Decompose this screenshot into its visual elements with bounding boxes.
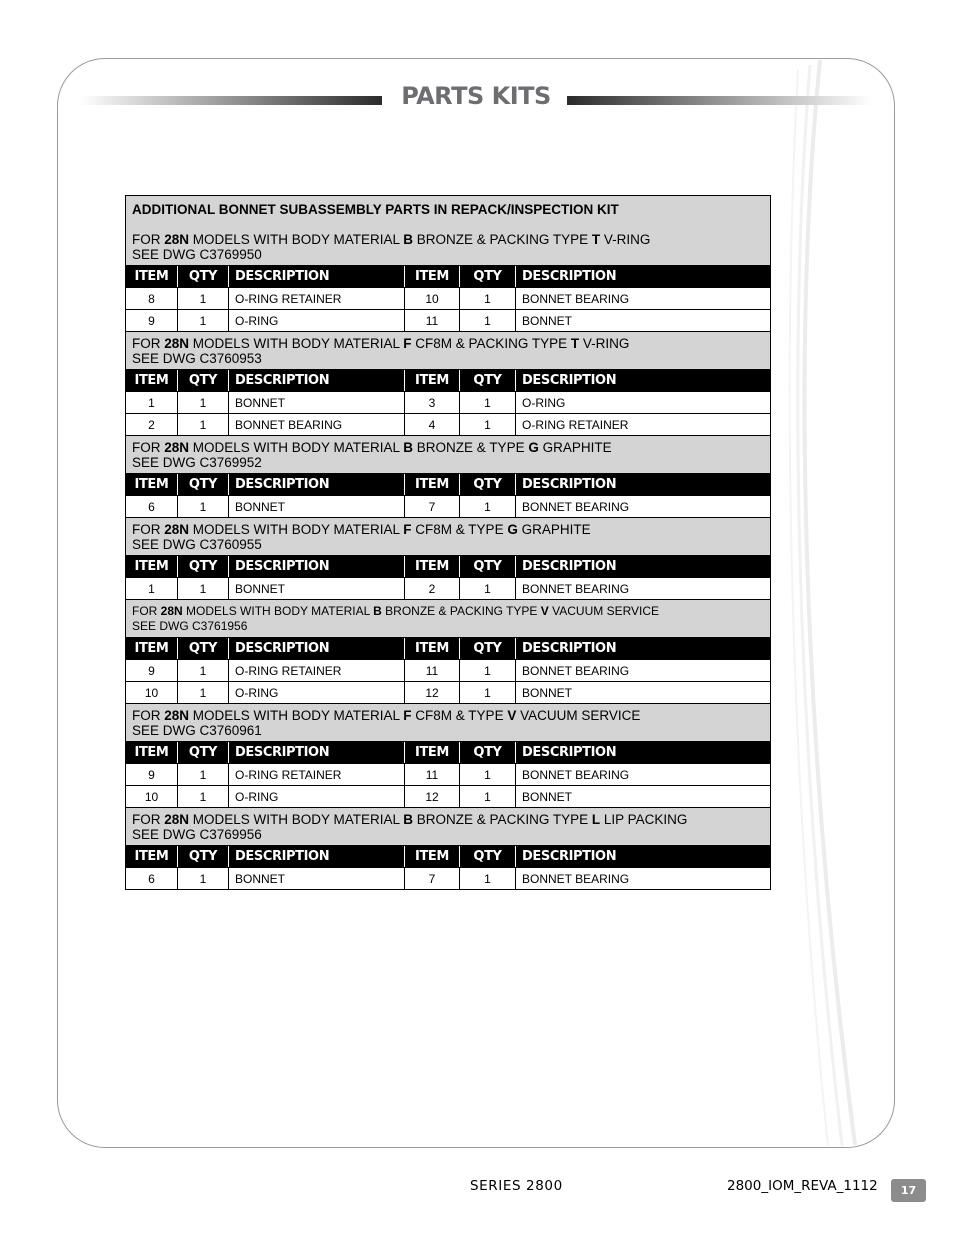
column-header: DESCRIPTION bbox=[229, 846, 405, 868]
section-model-line bbox=[132, 336, 764, 351]
table-cell: 1 bbox=[178, 786, 229, 808]
section-model-text: 28N bbox=[164, 522, 190, 537]
column-header: DESCRIPTION bbox=[229, 556, 405, 578]
section-model-text: 28N bbox=[164, 336, 190, 351]
section-model-text: G bbox=[528, 440, 539, 455]
column-header: DESCRIPTION bbox=[516, 474, 771, 496]
table-cell: 1 bbox=[126, 578, 178, 600]
section-model-text: CF8M & TYPE bbox=[411, 522, 508, 537]
column-header: QTY bbox=[178, 266, 229, 288]
table-cell: 1 bbox=[178, 414, 229, 436]
section-model-text: MODELS WITH BODY MATERIAL bbox=[189, 708, 404, 723]
column-header: QTY bbox=[460, 266, 516, 288]
table-cell: 10 bbox=[126, 682, 178, 704]
column-header: ITEM bbox=[405, 742, 460, 764]
column-header-row bbox=[126, 556, 771, 578]
column-header: ITEM bbox=[126, 370, 178, 392]
column-header: QTY bbox=[178, 474, 229, 496]
table-cell: 10 bbox=[126, 786, 178, 808]
column-header: DESCRIPTION bbox=[516, 846, 771, 868]
table-cell: O-RING bbox=[516, 392, 771, 414]
section-heading-row bbox=[126, 808, 771, 846]
section-drawing-ref: SEE DWG C3760955 bbox=[132, 537, 262, 552]
table-cell: 10 bbox=[405, 288, 460, 310]
section-heading-row bbox=[126, 704, 771, 742]
title-rule-right bbox=[567, 96, 872, 105]
section-model-text: 28N bbox=[164, 440, 190, 455]
section-model-line bbox=[132, 604, 764, 619]
section-model-text: B bbox=[373, 604, 382, 618]
table-cell: 2 bbox=[126, 414, 178, 436]
section-model-text: MODELS WITH BODY MATERIAL bbox=[189, 812, 404, 827]
section-heading bbox=[126, 436, 771, 474]
table-row bbox=[126, 310, 771, 332]
section-model-text: FOR bbox=[132, 812, 165, 827]
section-heading bbox=[126, 196, 771, 266]
table-cell: BONNET bbox=[229, 392, 405, 414]
column-header-row bbox=[126, 370, 771, 392]
section-heading-row bbox=[126, 518, 771, 556]
table-cell: 1 bbox=[460, 660, 516, 682]
table-row bbox=[126, 682, 771, 704]
section-model-text: FOR bbox=[132, 522, 165, 537]
section-drawing-ref: SEE DWG C3760953 bbox=[132, 351, 262, 366]
table-cell: BONNET BEARING bbox=[516, 496, 771, 518]
table-cell: 1 bbox=[460, 310, 516, 332]
section-model-text: BRONZE & TYPE bbox=[413, 440, 529, 455]
table-row bbox=[126, 414, 771, 436]
section-model-text: MODELS WITH BODY MATERIAL bbox=[189, 440, 404, 455]
section-model-text: V-RING bbox=[579, 336, 630, 351]
table-cell: BONNET BEARING bbox=[516, 764, 771, 786]
section-model-line bbox=[132, 708, 764, 723]
section-model-text: V bbox=[507, 708, 517, 723]
section-heading-row bbox=[126, 600, 771, 638]
column-header: DESCRIPTION bbox=[516, 638, 771, 660]
section-model-text: B bbox=[403, 440, 414, 455]
section-model-text: FOR bbox=[132, 440, 165, 455]
table-cell: 1 bbox=[460, 764, 516, 786]
column-header-row bbox=[126, 266, 771, 288]
table-cell: BONNET bbox=[229, 868, 405, 890]
column-header: QTY bbox=[178, 370, 229, 392]
column-header: QTY bbox=[460, 742, 516, 764]
column-header: ITEM bbox=[126, 266, 178, 288]
section-heading bbox=[126, 332, 771, 370]
column-header: QTY bbox=[178, 638, 229, 660]
section-model-text: V bbox=[540, 604, 549, 618]
column-header: QTY bbox=[460, 846, 516, 868]
table-cell: 1 bbox=[178, 682, 229, 704]
column-header: DESCRIPTION bbox=[516, 370, 771, 392]
page-number-badge: 17 bbox=[891, 1179, 926, 1202]
column-header: DESCRIPTION bbox=[516, 742, 771, 764]
column-header: ITEM bbox=[126, 474, 178, 496]
section-model-text: T bbox=[570, 336, 580, 351]
section-model-text: BRONZE & PACKING TYPE bbox=[413, 232, 592, 247]
table-cell: BONNET BEARING bbox=[516, 868, 771, 890]
decorative-swoosh bbox=[780, 60, 890, 1148]
table-cell: O-RING RETAINER bbox=[229, 660, 405, 682]
section-model-text: FOR bbox=[132, 708, 165, 723]
table-cell: 4 bbox=[405, 414, 460, 436]
table-cell: 7 bbox=[405, 496, 460, 518]
parts-kits-table bbox=[125, 195, 771, 890]
section-model-text: CF8M & PACKING TYPE bbox=[411, 336, 571, 351]
column-header: DESCRIPTION bbox=[229, 742, 405, 764]
section-model-text: BRONZE & PACKING TYPE bbox=[381, 604, 541, 618]
table-cell: 1 bbox=[178, 868, 229, 890]
table-cell: O-RING bbox=[229, 310, 405, 332]
table-cell: 1 bbox=[460, 288, 516, 310]
table-cell: 1 bbox=[460, 868, 516, 890]
table-cell: BONNET BEARING bbox=[516, 578, 771, 600]
table-cell: 1 bbox=[178, 392, 229, 414]
section-model-text: BRONZE & PACKING TYPE bbox=[413, 812, 592, 827]
table-cell: 1 bbox=[460, 786, 516, 808]
column-header: QTY bbox=[178, 846, 229, 868]
section-model-text: FOR bbox=[132, 336, 165, 351]
section-drawing-ref: SEE DWG C3769952 bbox=[132, 455, 262, 470]
table-row bbox=[126, 660, 771, 682]
table-cell: O-RING RETAINER bbox=[516, 414, 771, 436]
table-cell: O-RING bbox=[229, 682, 405, 704]
table-cell: 1 bbox=[178, 310, 229, 332]
table-cell: 1 bbox=[460, 414, 516, 436]
table-cell: O-RING RETAINER bbox=[229, 288, 405, 310]
section-model-text: MODELS WITH BODY MATERIAL bbox=[182, 604, 374, 618]
section-heading bbox=[126, 808, 771, 846]
column-header-row bbox=[126, 474, 771, 496]
table-cell: 1 bbox=[178, 660, 229, 682]
section-drawing-ref: SEE DWG C3769950 bbox=[132, 247, 262, 262]
section-model-text: VACUUM SERVICE bbox=[516, 708, 641, 723]
table-row bbox=[126, 764, 771, 786]
column-header: ITEM bbox=[405, 846, 460, 868]
column-header: QTY bbox=[178, 742, 229, 764]
column-header: ITEM bbox=[405, 638, 460, 660]
section-model-text: VACUUM SERVICE bbox=[548, 604, 660, 618]
page-title: PARTS KITS bbox=[401, 82, 551, 110]
title-rule-left bbox=[80, 96, 382, 105]
table-cell: BONNET BEARING bbox=[516, 660, 771, 682]
kit-intro-heading: ADDITIONAL BONNET SUBASSEMBLY PARTS IN REPACK/INSPECTION KIT bbox=[132, 202, 619, 217]
column-header: ITEM bbox=[405, 556, 460, 578]
section-model-text: 28N bbox=[164, 232, 190, 247]
table-cell: 2 bbox=[405, 578, 460, 600]
column-header: QTY bbox=[178, 556, 229, 578]
section-model-line bbox=[132, 812, 764, 827]
table-cell: 9 bbox=[126, 310, 178, 332]
column-header: ITEM bbox=[405, 266, 460, 288]
table-cell: 1 bbox=[178, 288, 229, 310]
table-cell: 3 bbox=[405, 392, 460, 414]
column-header: QTY bbox=[460, 556, 516, 578]
column-header: ITEM bbox=[126, 638, 178, 660]
section-model-text: F bbox=[403, 708, 412, 723]
table-cell: 11 bbox=[405, 660, 460, 682]
table-row bbox=[126, 496, 771, 518]
footer-doc-id: 2800_IOM_REVA_1112 bbox=[727, 1178, 878, 1194]
table-cell: 6 bbox=[126, 868, 178, 890]
table-cell: 12 bbox=[405, 682, 460, 704]
section-model-text: B bbox=[403, 812, 414, 827]
section-model-text: F bbox=[403, 336, 412, 351]
column-header: ITEM bbox=[126, 742, 178, 764]
table-cell: BONNET bbox=[229, 496, 405, 518]
section-model-text: MODELS WITH BODY MATERIAL bbox=[189, 336, 404, 351]
column-header: DESCRIPTION bbox=[229, 474, 405, 496]
section-heading bbox=[126, 704, 771, 742]
section-model-text: B bbox=[403, 232, 414, 247]
table-row bbox=[126, 578, 771, 600]
column-header: DESCRIPTION bbox=[516, 556, 771, 578]
table-cell: 11 bbox=[405, 764, 460, 786]
table-row bbox=[126, 786, 771, 808]
footer-series: SERIES 2800 bbox=[470, 1178, 563, 1194]
table-cell: O-RING bbox=[229, 786, 405, 808]
column-header: QTY bbox=[460, 474, 516, 496]
section-model-text: 28N bbox=[164, 708, 190, 723]
table-row bbox=[126, 392, 771, 414]
section-heading-row bbox=[126, 436, 771, 474]
section-model-line bbox=[132, 232, 764, 247]
section-model-text: FOR bbox=[132, 232, 165, 247]
column-header-row bbox=[126, 638, 771, 660]
table-cell: 7 bbox=[405, 868, 460, 890]
section-model-text: CF8M & TYPE bbox=[411, 708, 508, 723]
section-model-text: FOR bbox=[132, 604, 161, 618]
table-cell: 6 bbox=[126, 496, 178, 518]
section-model-text: V-RING bbox=[600, 232, 651, 247]
table-cell: BONNET bbox=[229, 578, 405, 600]
column-header-row bbox=[126, 846, 771, 868]
section-model-text: G bbox=[507, 522, 518, 537]
table-cell: 1 bbox=[178, 578, 229, 600]
section-drawing-ref: SEE DWG C3761956 bbox=[132, 619, 248, 633]
section-model-line bbox=[132, 522, 764, 537]
column-header: ITEM bbox=[405, 474, 460, 496]
table-cell: BONNET BEARING bbox=[516, 288, 771, 310]
section-model-text: L bbox=[591, 812, 601, 827]
table-row bbox=[126, 288, 771, 310]
section-model-text: MODELS WITH BODY MATERIAL bbox=[189, 232, 404, 247]
column-header: QTY bbox=[460, 638, 516, 660]
table-cell: 1 bbox=[460, 682, 516, 704]
section-model-text: T bbox=[591, 232, 601, 247]
section-model-text: GRAPHITE bbox=[517, 522, 591, 537]
table-cell: BONNET bbox=[516, 682, 771, 704]
column-header: DESCRIPTION bbox=[229, 266, 405, 288]
section-heading bbox=[126, 600, 771, 638]
table-row bbox=[126, 868, 771, 890]
table-cell: BONNET BEARING bbox=[229, 414, 405, 436]
section-model-text: MODELS WITH BODY MATERIAL bbox=[189, 522, 404, 537]
section-model-text: LIP PACKING bbox=[600, 812, 688, 827]
section-heading bbox=[126, 518, 771, 556]
table-cell: 1 bbox=[126, 392, 178, 414]
section-model-text: 28N bbox=[160, 604, 183, 618]
table-cell: O-RING RETAINER bbox=[229, 764, 405, 786]
section-model-text: F bbox=[403, 522, 412, 537]
section-drawing-ref: SEE DWG C3769956 bbox=[132, 827, 262, 842]
table-cell: 1 bbox=[178, 496, 229, 518]
table-cell: 1 bbox=[460, 392, 516, 414]
section-model-text: 28N bbox=[164, 812, 190, 827]
column-header: ITEM bbox=[405, 370, 460, 392]
table-cell: BONNET bbox=[516, 786, 771, 808]
table-cell: 1 bbox=[178, 764, 229, 786]
column-header-row bbox=[126, 742, 771, 764]
parts-kits-table-body bbox=[126, 196, 771, 890]
column-header: ITEM bbox=[126, 846, 178, 868]
section-model-text: GRAPHITE bbox=[538, 440, 612, 455]
section-heading-row bbox=[126, 196, 771, 266]
table-cell: 1 bbox=[460, 578, 516, 600]
column-header: DESCRIPTION bbox=[229, 638, 405, 660]
table-cell: 11 bbox=[405, 310, 460, 332]
column-header: DESCRIPTION bbox=[229, 370, 405, 392]
table-cell: BONNET bbox=[516, 310, 771, 332]
section-drawing-ref: SEE DWG C3760961 bbox=[132, 723, 262, 738]
table-cell: 9 bbox=[126, 764, 178, 786]
table-cell: 8 bbox=[126, 288, 178, 310]
column-header: ITEM bbox=[126, 556, 178, 578]
section-model-line bbox=[132, 440, 764, 455]
table-cell: 12 bbox=[405, 786, 460, 808]
table-cell: 1 bbox=[460, 496, 516, 518]
table-cell: 9 bbox=[126, 660, 178, 682]
section-heading-row bbox=[126, 332, 771, 370]
column-header: DESCRIPTION bbox=[516, 266, 771, 288]
column-header: QTY bbox=[460, 370, 516, 392]
